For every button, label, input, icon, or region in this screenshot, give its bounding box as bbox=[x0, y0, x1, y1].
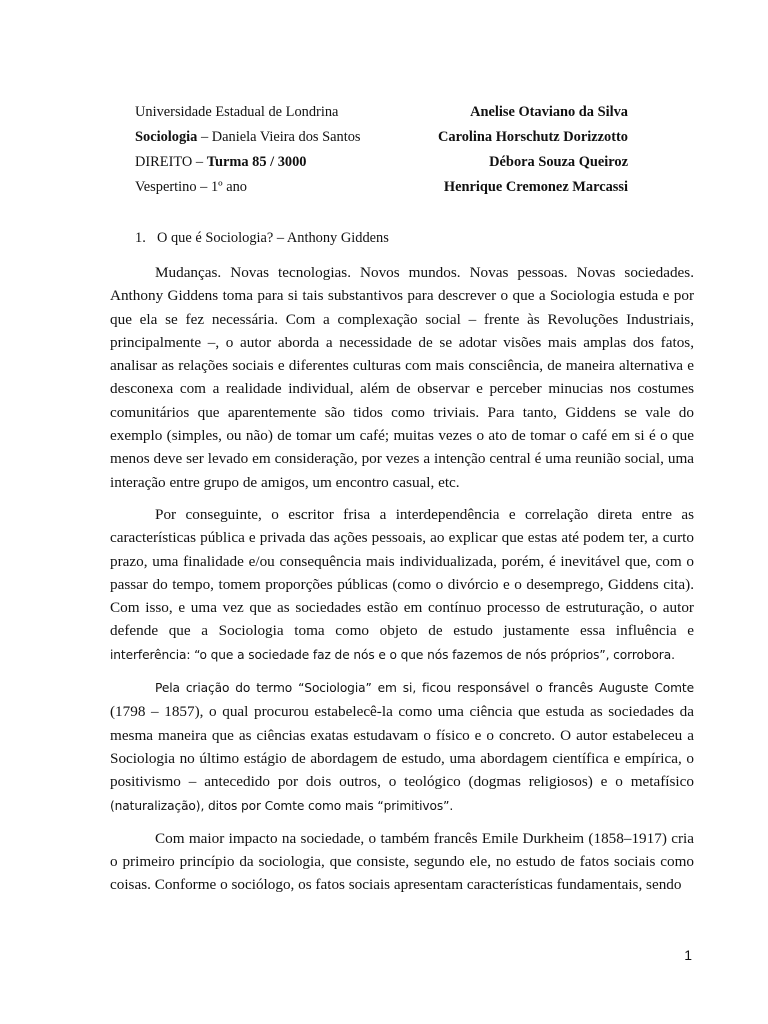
course-name: DIREITO bbox=[135, 154, 193, 170]
course-separator: – bbox=[192, 154, 207, 170]
subject-separator: – bbox=[197, 129, 212, 145]
section-number: 1. bbox=[135, 230, 146, 246]
section-title: O que é Sociologia? – Anthony Giddens bbox=[157, 230, 389, 246]
paragraph-4: Com maior impacto na sociedade, o também francês Emile Durkheim (1858–1917) cria o primeiro princípio da sociologia, que consiste, segundo ele, no estudo de fatos sociais como coisas. Conforme o sociólogo, os fatos sociais apresentam características fundamentais, sendo bbox=[110, 829, 694, 894]
year-label: 1º ano bbox=[210, 179, 247, 195]
course-line bbox=[135, 154, 307, 171]
header-row-3 bbox=[135, 150, 628, 175]
subject-name: Sociologia bbox=[135, 129, 198, 145]
paragraph-2-quote: interferência: “o que a sociedade faz de nós e o que nós fazemos de nós próprios”, corrobora. bbox=[110, 647, 675, 662]
paragraph-3-lead: Pela criação do termo “Sociologia” em si, ficou responsável o francês Auguste Comte bbox=[155, 681, 694, 696]
document-header bbox=[135, 100, 628, 200]
section-heading bbox=[135, 230, 389, 247]
paragraph-3-text: (1798 – 1857), o qual procurou estabelecê-la como uma ciência que estuda as sociedades da mesma maneira que as ciências exatas estudavam o físico e o concreto. O autor estabeleceu a Sociologia no último estágio de abordagem de estudo, uma abordagem científica e empírica, o positivismo – antecedido por dois outros, o teológico (dogmas religiosos) e o metafísico bbox=[110, 703, 694, 791]
period-name: Vespertino bbox=[135, 179, 197, 195]
paragraph-2-text: Por conseguinte, o escritor frisa a interdependência e correlação direta entre as características pública e privada das ações pessoais, ao explicar que estas até podem ter, a curto prazo, uma finalidade e/ou consequência mais individualizada, porém, é inevitável que, com o passar do tempo, tomem proporções públicas (como o divórcio e o desemprego, Giddens cita). Com isso, e uma vez que as sociedades estão em contínuo processo de estruturação, o autor defende que a Sociologia toma como objeto de estudo justamente essa influência e bbox=[110, 505, 694, 640]
page-number: 1 bbox=[684, 947, 692, 963]
header-row-4 bbox=[135, 175, 628, 200]
period-line bbox=[135, 179, 247, 196]
subject-line bbox=[135, 129, 361, 146]
paragraph-2 bbox=[110, 503, 694, 667]
header-row-1 bbox=[135, 100, 628, 125]
university-name: Universidade Estadual de Londrina bbox=[135, 104, 339, 120]
author-name: Anelise Otaviano da Silva bbox=[470, 104, 628, 120]
author-name: Débora Souza Queiroz bbox=[489, 154, 628, 170]
paragraph-1: Mudanças. Novas tecnologias. Novos mundos. Novas pessoas. Novas sociedades. Anthony Giddens toma para si tais substantivos para descrever o que a Sociologia estuda e por que ela se fez necessária. Com a complexação social – frente às Revoluções Industriais, principalmente –, o autor aborda a necessidade de se adotar visões mais amplas dos fatos, analisar as relações sociais e diferentes culturas com mais consciência, de maneira alternativa e desconexa com a realidade individual, além de observar e perceber minucias nos costumes comunitários que aparentemente são tidos como triviais. Para tanto, Giddens se vale do exemplo (simples, ou não) de tomar um café; muitas vezes o ato de tomar o café em si é o que menos deve ser levado em consideração, por vezes a intenção central é uma reunião social, uma interação entre grupo de amigos, um encontro casual, etc. bbox=[110, 264, 694, 491]
teacher-name: Daniela Vieira dos Santos bbox=[211, 129, 361, 145]
author-name: Carolina Horschutz Dorizzotto bbox=[438, 129, 628, 145]
class-name: Turma 85 / 3000 bbox=[206, 154, 307, 170]
period-separator: – bbox=[196, 179, 211, 195]
header-row-2 bbox=[135, 125, 628, 150]
paragraph-3-tail: (naturalização), ditos por Comte como mais “primitivos”. bbox=[110, 798, 454, 813]
paragraph-3 bbox=[110, 676, 694, 818]
author-name: Henrique Cremonez Marcassi bbox=[443, 179, 628, 195]
document-body bbox=[110, 261, 694, 897]
